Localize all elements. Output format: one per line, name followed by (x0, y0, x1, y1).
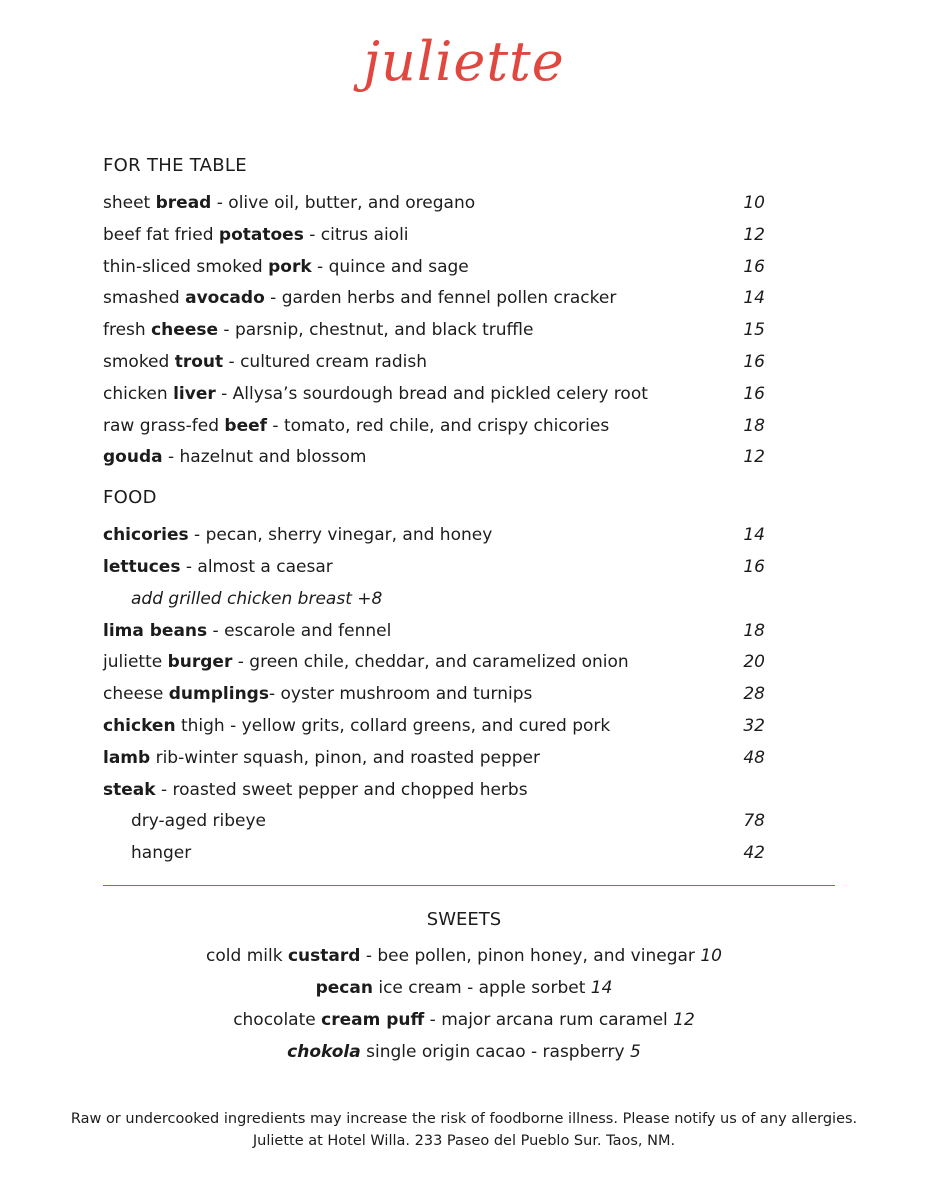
item-prefix: beef fat fried (103, 224, 219, 245)
menu-list (103, 152, 765, 870)
item-detail: - oyster mushroom and turnips (268, 684, 533, 705)
item-price: 16 (743, 383, 765, 404)
item-price: 32 (743, 715, 765, 736)
menu-item (103, 220, 765, 252)
item-detail: - almost a caesar (180, 556, 333, 577)
menu-item (103, 188, 765, 220)
item-name: lettuces (103, 556, 181, 577)
item-description (103, 520, 492, 552)
item-detail: - parsnip, chestnut, and black truffle (218, 320, 534, 341)
item-detail: - olive oil, butter, and oregano (211, 193, 476, 213)
menu-subitem (103, 838, 765, 870)
menu-item (103, 379, 765, 411)
item-price: 12 (673, 1010, 695, 1030)
item-detail: - escarole and fennel (207, 620, 392, 641)
item-detail: - tomato, red chile, and crispy chicories (267, 415, 610, 436)
item-description (103, 188, 475, 220)
item-price: 48 (743, 747, 765, 768)
item-detail: rib-winter squash, pinon, and roasted pepper (150, 747, 540, 768)
item-description (103, 743, 540, 775)
item-description (103, 647, 629, 679)
menu-item (103, 743, 765, 775)
item-detail: thigh - yellow grits, collard greens, and cured pork (175, 715, 611, 736)
item-price: 42 (743, 843, 765, 864)
item-detail: - green chile, cheddar, and caramelized onion (232, 652, 629, 673)
item-name: pork (268, 256, 312, 277)
section-heading-food: FOOD (103, 487, 157, 509)
item-name: trout (174, 351, 224, 372)
menu-item (103, 616, 765, 648)
item-prefix: juliette (103, 652, 168, 673)
item-name: beef (224, 415, 268, 436)
item-price: 12 (743, 224, 765, 245)
item-name: gouda (103, 447, 163, 468)
item-name: burger (167, 652, 233, 673)
item-detail: single origin cacao - raspberry (360, 1042, 630, 1062)
item-detail: - quince and sage (311, 256, 469, 277)
item-name: cream puff (321, 1010, 425, 1030)
item-description (103, 347, 427, 379)
item-detail: - garden herbs and fennel pollen cracker (264, 288, 617, 309)
menu-item (103, 775, 765, 807)
item-description (103, 220, 409, 252)
item-price: 5 (629, 1042, 641, 1062)
menu-item (103, 315, 765, 347)
menu-item-addon (103, 584, 765, 616)
sweet-item (0, 1036, 928, 1068)
item-price: 14 (743, 288, 765, 309)
item-prefix: sheet (103, 193, 156, 213)
menu-item (103, 283, 765, 315)
item-price: 12 (743, 447, 765, 468)
item-prefix: chicken (103, 383, 174, 404)
item-price: 78 (743, 811, 765, 832)
item-price: 10 (743, 193, 765, 213)
item-description (103, 283, 616, 315)
item-detail: - roasted sweet pepper and chopped herbs (155, 779, 528, 800)
item-name: lima beans (103, 620, 208, 641)
item-prefix: smashed (103, 288, 186, 309)
footer (0, 1108, 928, 1152)
item-description (103, 442, 366, 474)
restaurant-logo-title: juliette (363, 30, 565, 93)
item-name: bread (155, 193, 212, 213)
menu-item (103, 647, 765, 679)
subitem-label: hanger (131, 843, 192, 864)
menu-item (103, 711, 765, 743)
item-price: 15 (743, 320, 765, 341)
menu-item (103, 252, 765, 284)
item-name: liver (173, 383, 216, 404)
item-name: dumplings (168, 684, 269, 705)
item-price: 20 (743, 652, 765, 673)
item-name: steak (103, 779, 156, 800)
item-name: pecan (315, 978, 373, 998)
item-prefix: fresh (103, 320, 152, 341)
item-prefix: cheese (103, 684, 169, 705)
item-price: 18 (743, 620, 765, 641)
addon-note: add grilled chicken breast +8 (131, 588, 383, 609)
item-description (103, 379, 648, 411)
sweets-list (0, 940, 928, 1068)
menu-item (103, 520, 765, 552)
restaurant-address: Juliette at Hotel Willa. 233 Paseo del Pueblo Sur. Taos, NM. (252, 1133, 676, 1149)
item-prefix: raw grass-fed (103, 415, 225, 436)
item-description (103, 315, 533, 347)
subitem-label: dry-aged ribeye (131, 811, 267, 832)
item-price: 16 (743, 256, 765, 277)
item-description (103, 679, 532, 711)
item-name: avocado (185, 288, 265, 309)
item-name: custard (287, 946, 361, 966)
menu-item (103, 347, 765, 379)
item-price: 10 (700, 946, 722, 966)
item-detail: - pecan, sherry vinegar, and honey (188, 525, 493, 546)
item-price: 14 (743, 525, 765, 546)
item-description (103, 711, 610, 743)
sweet-item (0, 972, 928, 1004)
item-prefix: cold milk (206, 946, 288, 966)
item-price: 16 (743, 351, 765, 372)
menu-subitem (103, 806, 765, 838)
item-name: cheese (151, 320, 218, 341)
menu-item (103, 552, 765, 584)
item-description (103, 411, 609, 443)
section-heading-for-the-table: FOR THE TABLE (103, 155, 247, 176)
sweet-item (0, 940, 928, 972)
item-price: 16 (743, 556, 765, 577)
allergy-notice: Raw or undercooked ingredients may increase the risk of foodborne illness. Please notify us of any allergies. (70, 1111, 858, 1127)
menu-item (103, 679, 765, 711)
item-description (103, 552, 333, 584)
menu-item (103, 442, 765, 474)
item-description (103, 616, 391, 648)
item-detail: - major arcana rum caramel (424, 1010, 674, 1030)
item-price: 28 (743, 684, 765, 705)
sweet-item (0, 1004, 928, 1036)
item-detail: - Allysa’s sourdough bread and pickled celery root (215, 383, 648, 404)
item-name: chicories (103, 525, 189, 546)
item-prefix: thin-sliced smoked (103, 256, 269, 277)
item-detail: - hazelnut and blossom (162, 447, 367, 468)
item-price: 18 (743, 415, 765, 436)
item-name: lamb (103, 747, 151, 768)
section-divider (103, 885, 835, 886)
item-detail: - cultured cream radish (223, 351, 427, 372)
item-detail: - citrus aioli (303, 224, 409, 245)
item-description (103, 252, 469, 284)
item-description (103, 775, 528, 807)
item-name: chokola (287, 1042, 361, 1062)
section-heading-sweets: SWEETS (426, 909, 502, 930)
item-name: potatoes (218, 224, 304, 245)
item-prefix: smoked (103, 351, 175, 372)
item-price: 14 (590, 978, 613, 998)
menu-item (103, 411, 765, 443)
item-name: chicken (103, 715, 176, 736)
item-prefix: chocolate (233, 1010, 322, 1030)
item-detail: ice cream - apple sorbet (372, 978, 591, 998)
item-detail: - bee pollen, pinon honey, and vinegar (360, 946, 701, 966)
